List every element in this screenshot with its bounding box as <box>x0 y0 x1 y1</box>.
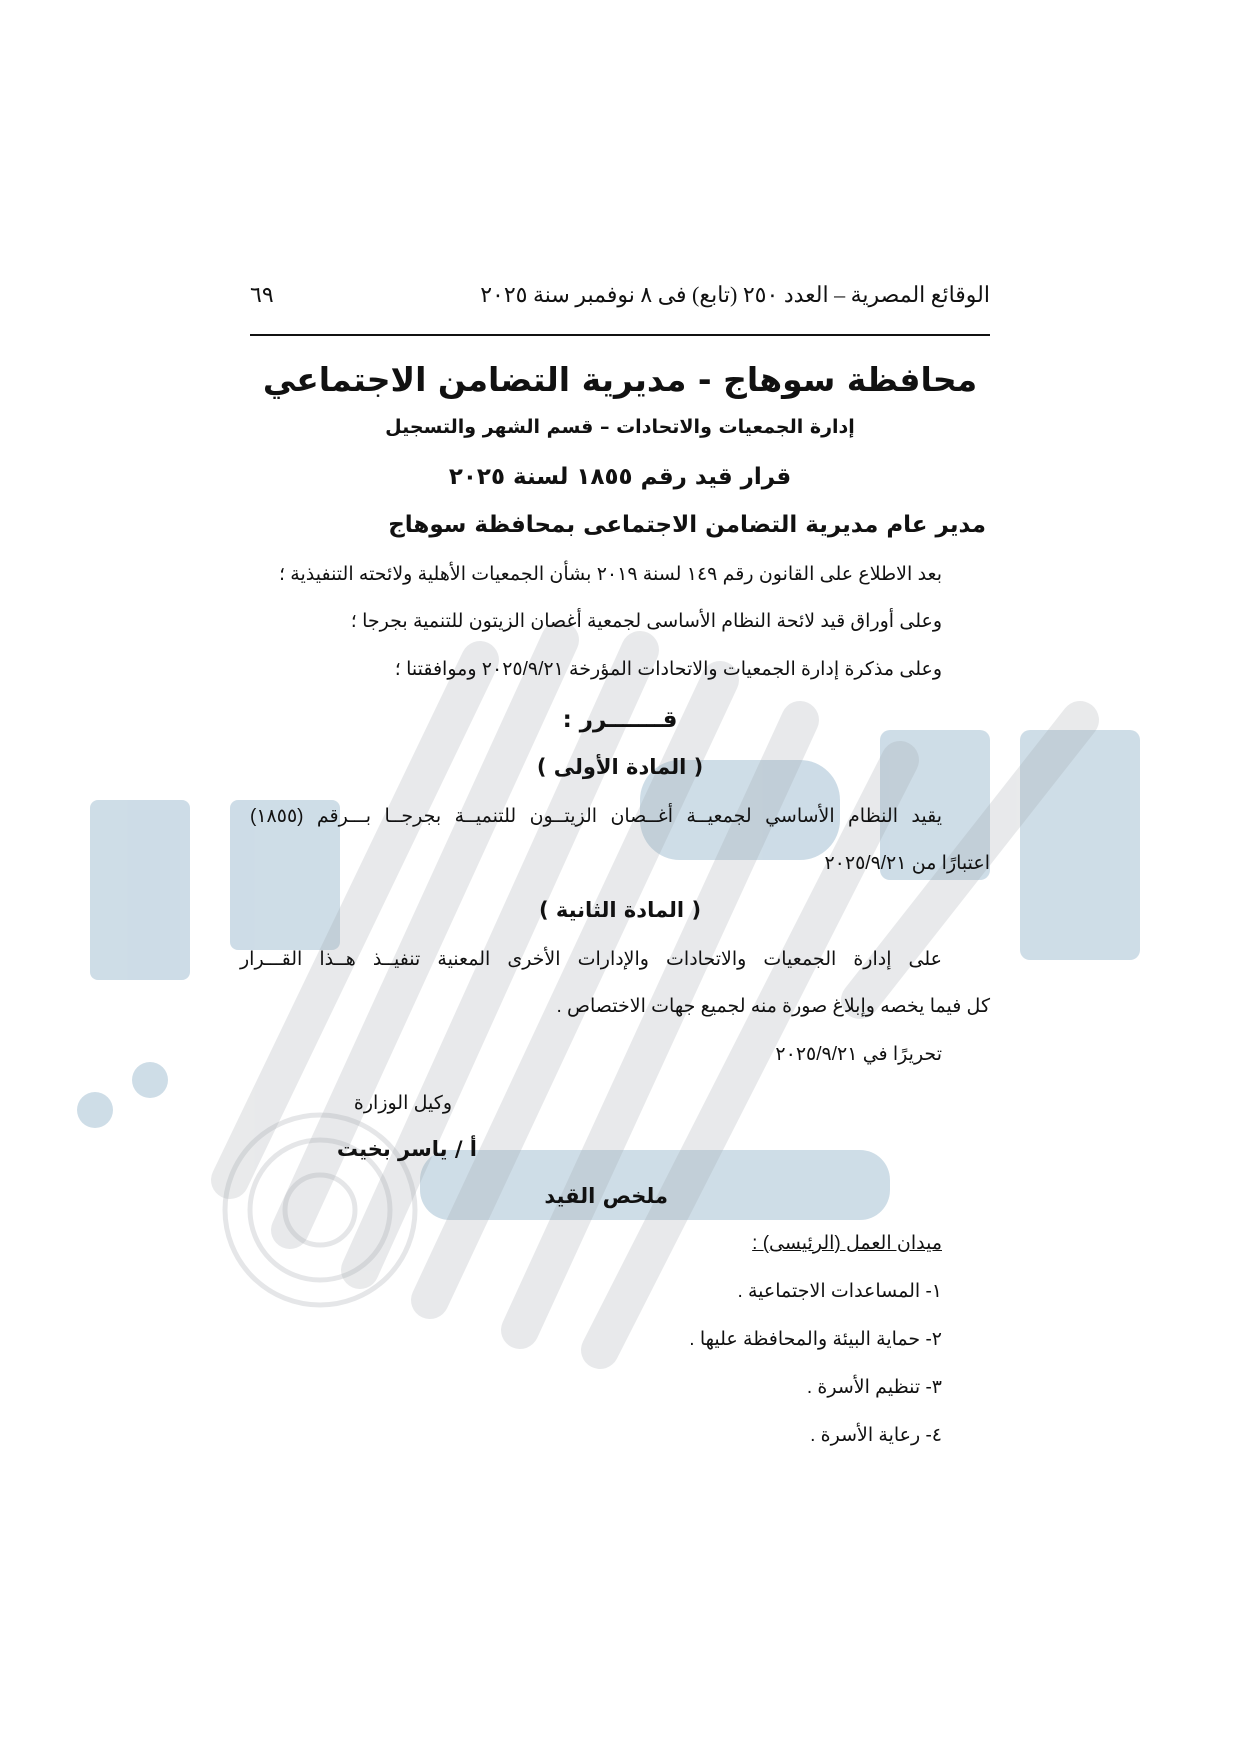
department-title: إدارة الجمعيات والاتحادات – قسم الشهر والتسجيل <box>385 416 855 438</box>
preamble-line-1: بعد الاطلاع على القانون رقم ١٤٩ لسنة ٢٠١٩ بشأن الجمعيات الأهلية ولائحته التنفيذية ؛ <box>278 564 942 585</box>
field-of-work-label: ميدان العمل (الرئيسى) : <box>752 1233 942 1254</box>
field-item: ٣- تنظيم الأسرة . <box>806 1377 942 1398</box>
publication-line: الوقائع المصرية – العدد ٢٥٠ (تابع) فى ٨ نوفمبر سنة ٢٠٢٥ <box>480 282 990 307</box>
preamble-line-3: وعلى مذكرة إدارة الجمعيات والاتحادات المؤرخة ٢٠٢٥/٩/٢١ وموافقتنا ؛ <box>394 659 942 680</box>
field-item: ٢- حماية البيئة والمحافظة عليها . <box>689 1329 942 1350</box>
field-item: ١- المساعدات الاجتماعية . <box>737 1281 942 1302</box>
decree-number: قرار قيد رقم ١٨٥٥ لسنة ٢٠٢٥ <box>448 464 792 490</box>
issuer-title: مدير عام مديرية التضامن الاجتماعى بمحافظة سوهاج <box>388 512 986 538</box>
preamble-line-2: وعلى أوراق قيد لائحة النظام الأساسى لجمعية أغصان الزيتون للتنمية بجرجا ؛ <box>350 611 942 632</box>
decides-heading: قـــــــرر : <box>562 707 678 733</box>
header-divider <box>250 334 990 336</box>
article-2-line-1: على إدارة الجمعيات والاتحادات والإدارات الأخرى المعنية تنفيــذ هــذا القـــرار <box>240 949 942 970</box>
article-1-line-1: يقيد النظام الأساسي لجمعيــة أغــصان الزيتــون للتنميــة بجرجــا بـــرقم (١٨٥٥) <box>250 806 942 827</box>
signatory-name: أ / ياسر بخيت <box>336 1137 477 1161</box>
field-item: ٤- رعاية الأسرة . <box>810 1425 942 1446</box>
signatory-title: وكيل الوزارة <box>353 1093 452 1114</box>
article-1-title: ( المادة الأولى ) <box>536 755 704 779</box>
page-number: ٦٩ <box>250 282 274 307</box>
article-2-line-2: كل فيما يخصه وإبلاغ صورة منه لجميع جهات الاختصاص . <box>556 996 990 1017</box>
article-1-line-2: اعتبارًا من ٢٠٢٥/٩/٢١ <box>824 853 990 874</box>
authority-title: محافظة سوهاج - مديرية التضامن الاجتماعي <box>262 360 978 399</box>
article-2-title: ( المادة الثانية ) <box>538 898 702 922</box>
page-header <box>250 282 990 308</box>
summary-title: ملخص القيد <box>544 1184 668 1208</box>
issue-date: تحريرًا في ٢٠٢٥/٩/٢١ <box>775 1044 942 1065</box>
